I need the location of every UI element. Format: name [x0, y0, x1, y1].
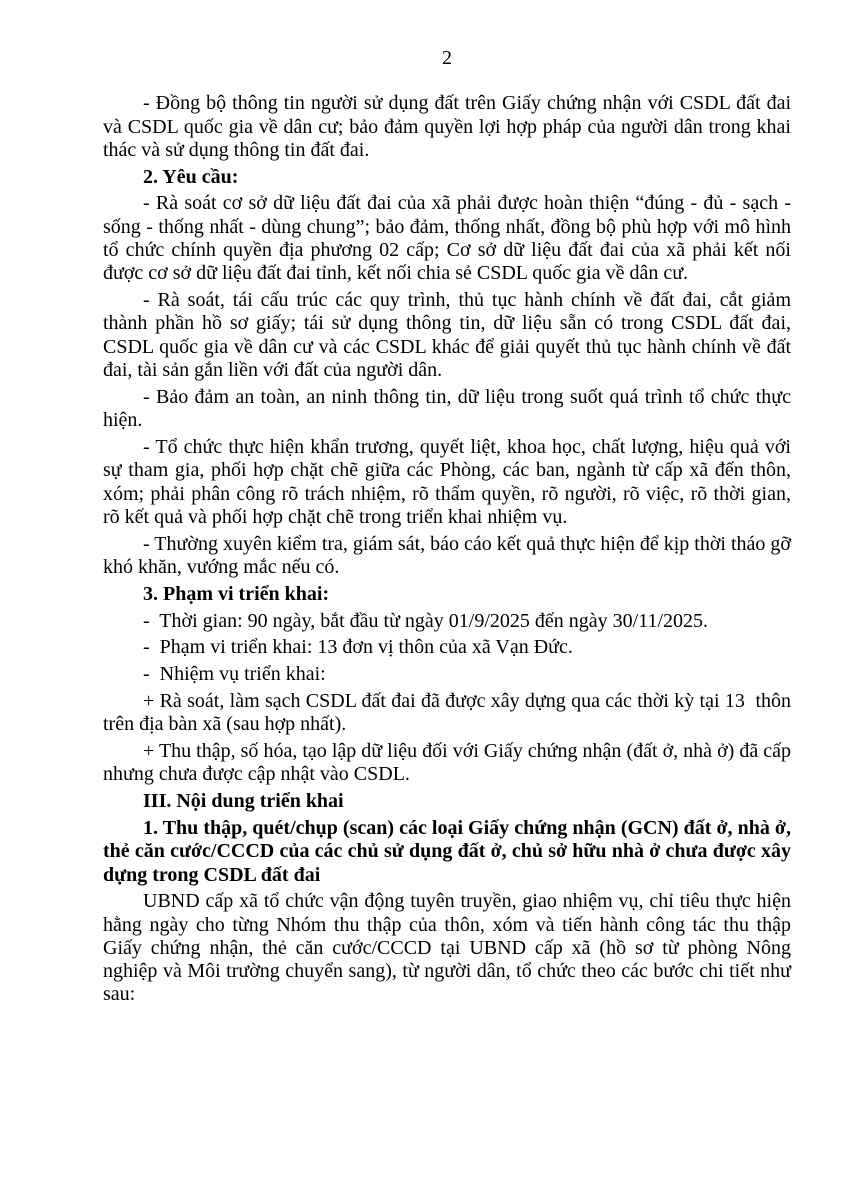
paragraph: - Rà soát cơ sở dữ liệu đất đai của xã phải được hoàn thiện “đúng - đủ - sạch - sống - thống nhất - dùng chung”; bảo đảm, thống nhất, đồng bộ phù hợp với mô hình tổ chức chính quyền địa phương 02 cấp; Cơ sở dữ liệu đất đai của xã phải kết nối được cơ sở dữ liệu đất đai tỉnh, kết nối chia sẻ CSDL quốc gia về dân cư. — [103, 192, 796, 285]
paragraph: - Thường xuyên kiểm tra, giám sát, báo cáo kết quả thực hiện để kịp thời tháo gỡ khó khăn, vướng mắc nếu có. — [103, 532, 796, 578]
section-heading-2-yeu-cau: 2. Yêu cầu: — [143, 165, 239, 188]
paragraph: - Tổ chức thực hiện khẩn trương, quyết liệt, khoa học, chất lượng, hiệu quả với sự tham gia, phối hợp chặt chẽ giữa các Phòng, các ban, ngành từ cấp xã đến thôn, xóm; phải phân công rõ trách nhiệm, rõ thẩm quyền, rõ người, rõ việc, rõ thời gian, rõ kết quả và phối hợp chặt chẽ trong triển khai nhiệm vụ. — [103, 435, 796, 528]
section-heading-iii-noi-dung: III. Nội dung triển khai — [143, 790, 344, 813]
page-number: 2 — [442, 47, 452, 69]
list-item-pham-vi: - Phạm vi triển khai: 13 đơn vị thôn của xã Vạn Đức. — [143, 636, 573, 659]
list-item-nhiem-vu: - Nhiệm vụ triển khai: — [143, 663, 326, 686]
paragraph: + Rà soát, làm sạch CSDL đất đai đã được xây dựng qua các thời kỳ tại 13 thôn trên địa bàn xã (sau hợp nhất). — [103, 689, 796, 736]
paragraph: UBND cấp xã tổ chức vận động tuyên truyền, giao nhiệm vụ, chỉ tiêu thực hiện hằng ngày cho từng Nhóm thu thập của thôn, xóm và tiến hành công tác thu thập Giấy chứng nhận, thẻ căn cước/CCCD tại UBND cấp xã (hồ sơ từ phòng Nông nghiệp và Môi trường chuyển sang), từ người dân, tổ chức theo các bước chi tiết như sau: — [103, 890, 796, 1006]
paragraph: - Rà soát, tái cấu trúc các quy trình, thủ tục hành chính về đất đai, cắt giảm thành phần hồ sơ giấy; tái sử dụng thông tin, dữ liệu sẵn có trong CSDL đất đai, CSDL quốc gia về dân cư và các CSDL khác để giải quyết thủ tục hành chính về đất đai, tài sản gắn liền với đất của người dân. — [103, 289, 796, 382]
paragraph: - Bảo đảm an toàn, an ninh thông tin, dữ liệu trong suốt quá trình tổ chức thực hiện. — [103, 385, 796, 432]
paragraph: + Thu thập, số hóa, tạo lập dữ liệu đối với Giấy chứng nhận (đất ở, nhà ở) đã cấp nhưng chưa được cập nhật vào CSDL. — [103, 740, 796, 786]
paragraph: - Đồng bộ thông tin người sử dụng đất trên Giấy chứng nhận với CSDL đất đai và CSDL quốc gia về dân cư; bảo đảm quyền lợi hợp pháp của người dân trong khai thác và sử dụng thông tin đất đai. — [103, 92, 796, 161]
subsection-heading-1-thu-thap: 1. Thu thập, quét/chụp (scan) các loại Giấy chứng nhận (GCN) đất ở, nhà ở, thẻ căn cước/CCCD của các chủ sử dụng đất ở, chủ sở hữu nhà ở chưa được xây dựng trong CSDL đất đai — [103, 816, 796, 886]
document-body — [103, 92, 796, 1006]
list-item-thoi-gian: - Thời gian: 90 ngày, bắt đầu từ ngày 01/9/2025 đến ngày 30/11/2025. — [143, 609, 709, 632]
section-heading-3-pham-vi: 3. Phạm vi triển khai: — [143, 582, 330, 605]
